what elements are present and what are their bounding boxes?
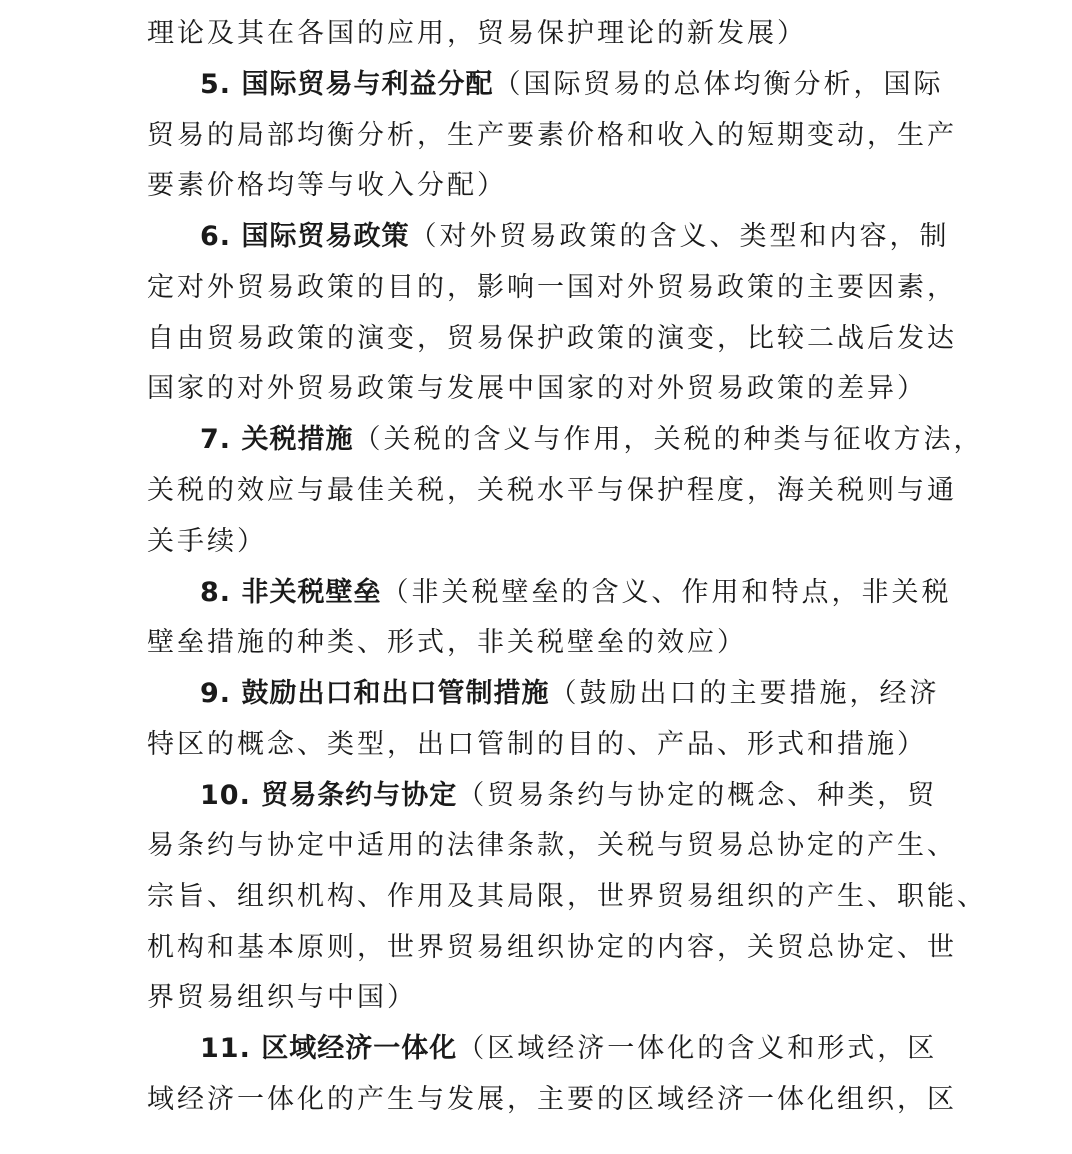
section-5-line: 5. 国际贸易与利益分配（国际贸易的总体均衡分析，国际 [200, 69, 944, 100]
section-11-line: 11. 区域经济一体化（区域经济一体化的含义和形式，区 [200, 1033, 938, 1064]
text-line: 国家的对外贸易政策与发展中国家的对外贸易政策的差异） [147, 373, 927, 404]
section-heading: 6. 国际贸易政策 [200, 221, 410, 252]
text-line: 贸易的局部均衡分析，生产要素价格和收入的短期变动，生产 [147, 120, 957, 151]
section-heading: 9. 鼓励出口和出口管制措施 [200, 678, 550, 709]
section-heading: 11. 区域经济一体化 [200, 1033, 458, 1064]
text-line: 特区的概念、类型，出口管制的目的、产品、形式和措施） [147, 729, 927, 760]
text-line: 关手续） [147, 526, 267, 557]
section-7-line: 7. 关税措施（关税的含义与作用，关税的种类与征收方法， [200, 424, 984, 455]
text-line: 要素价格均等与收入分配） [147, 170, 507, 201]
text-line: 域经济一体化的产生与发展，主要的区域经济一体化组织，区 [147, 1084, 957, 1115]
text-line: 定对外贸易政策的目的，影响一国对外贸易政策的主要因素， [147, 272, 957, 303]
text-line: 宗旨、组织机构、作用及其局限，世界贸易组织的产生、职能、 [147, 881, 987, 912]
section-heading: 7. 关税措施 [200, 424, 354, 455]
section-6-line: 6. 国际贸易政策（对外贸易政策的含义、类型和内容，制 [200, 221, 950, 252]
section-heading: 5. 国际贸易与利益分配 [200, 69, 494, 100]
section-9-line: 9. 鼓励出口和出口管制措施（鼓励出口的主要措施，经济 [200, 678, 940, 709]
text-line: 关税的效应与最佳关税，关税水平与保护程度，海关税则与通 [147, 475, 957, 506]
text-line: 壁垒措施的种类、形式，非关税壁垒的效应） [147, 627, 747, 658]
text-line: 界贸易组织与中国） [147, 982, 417, 1013]
text-line: 自由贸易政策的演变，贸易保护政策的演变，比较二战后发达 [147, 323, 957, 354]
section-8-line: 8. 非关税壁垒（非关税壁垒的含义、作用和特点，非关税 [200, 577, 952, 608]
section-heading: 8. 非关税壁垒 [200, 577, 382, 608]
section-heading: 10. 贸易条约与协定 [200, 780, 458, 811]
text-line: 机构和基本原则，世界贸易组织协定的内容，关贸总协定、世 [147, 932, 957, 963]
text-line: 理论及其在各国的应用，贸易保护理论的新发展） [147, 18, 807, 49]
text-line: 易条约与协定中适用的法律条款，关税与贸易总协定的产生、 [147, 830, 957, 861]
section-10-line: 10. 贸易条约与协定（贸易条约与协定的概念、种类，贸 [200, 780, 938, 811]
